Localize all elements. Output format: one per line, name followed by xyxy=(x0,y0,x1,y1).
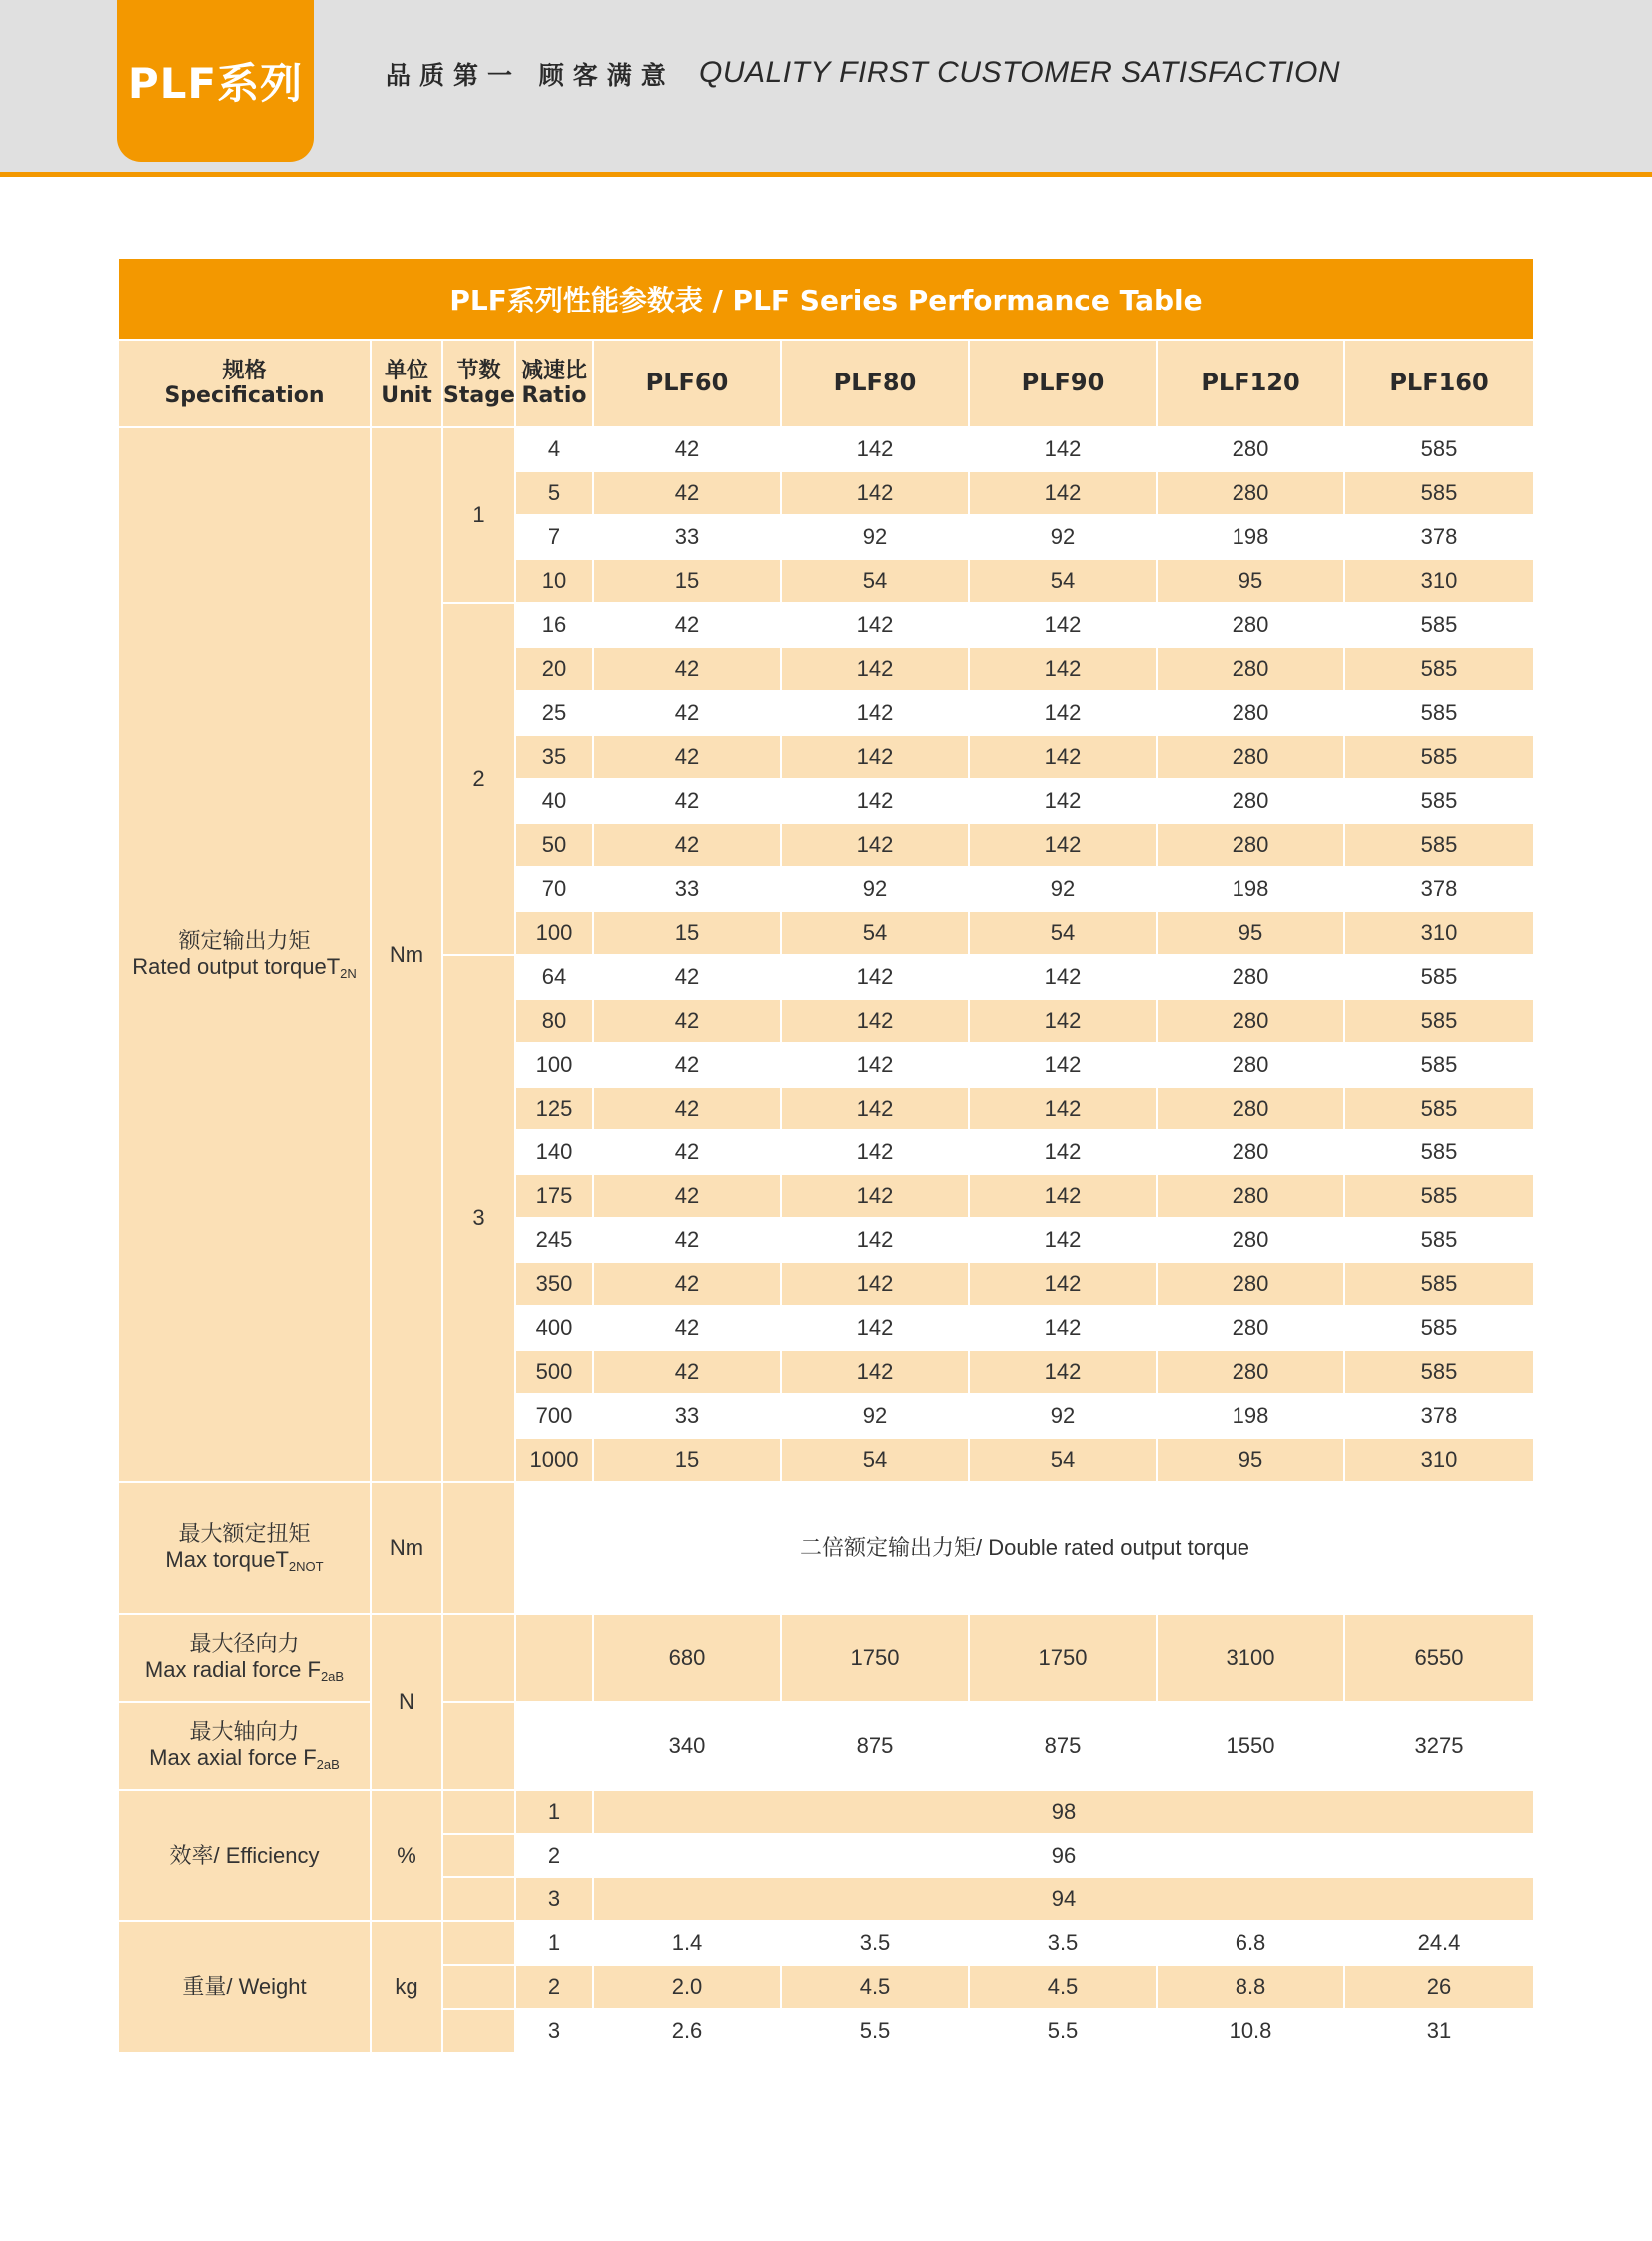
torque-value: 280 xyxy=(1158,1263,1345,1307)
model-header: PLF90 xyxy=(970,341,1158,428)
stage-cell: 3 xyxy=(443,956,516,1483)
efficiency-value: 94 xyxy=(594,1878,1533,1922)
ratio-cell: 10 xyxy=(516,560,594,604)
ratio-cell: 7 xyxy=(516,516,594,560)
torque-value: 42 xyxy=(594,1131,782,1175)
torque-value: 142 xyxy=(782,1131,970,1175)
unit-header-en: Unit xyxy=(381,383,432,408)
torque-value: 142 xyxy=(782,1000,970,1044)
torque-value: 142 xyxy=(970,692,1158,736)
label-cn: 最大径向力 xyxy=(189,1631,300,1657)
torque-value: 280 xyxy=(1158,1131,1345,1175)
torque-value: 585 xyxy=(1345,428,1533,472)
ratio-cell: 80 xyxy=(516,1000,594,1044)
ratio-cell: 20 xyxy=(516,648,594,692)
torque-value: 92 xyxy=(970,868,1158,912)
efficiency-value: 96 xyxy=(594,1835,1533,1878)
header-row xyxy=(119,341,1533,428)
torque-value: 42 xyxy=(594,1219,782,1263)
torque-value: 280 xyxy=(1158,1175,1345,1219)
axial-stage-blank xyxy=(443,1703,516,1791)
stage-header-cn: 节数 xyxy=(456,358,501,383)
torque-value: 142 xyxy=(782,648,970,692)
torque-value: 142 xyxy=(782,428,970,472)
torque-value: 142 xyxy=(782,956,970,1000)
torque-value: 310 xyxy=(1345,1439,1533,1483)
torque-value: 92 xyxy=(970,516,1158,560)
ratio-cell: 5 xyxy=(516,472,594,516)
torque-value: 585 xyxy=(1345,956,1533,1000)
weight-stage-blank xyxy=(443,2010,516,2054)
torque-value: 142 xyxy=(782,1219,970,1263)
torque-value: 42 xyxy=(594,1088,782,1131)
torque-value: 142 xyxy=(782,1351,970,1395)
torque-value: 142 xyxy=(970,1175,1158,1219)
ratio-cell: 100 xyxy=(516,912,594,956)
weight-stage: 1 xyxy=(516,1922,594,1966)
weight-value: 3.5 xyxy=(782,1922,970,1966)
ratio-cell: 40 xyxy=(516,780,594,824)
torque-value: 198 xyxy=(1158,868,1345,912)
axial-force-value: 3275 xyxy=(1345,1703,1533,1791)
weight-label: 重量/ Weight xyxy=(119,1922,372,2054)
torque-value: 280 xyxy=(1158,1000,1345,1044)
torque-value: 585 xyxy=(1345,780,1533,824)
torque-value: 54 xyxy=(782,1439,970,1483)
rated-torque-unit: Nm xyxy=(372,428,443,1483)
model-header: PLF160 xyxy=(1345,341,1533,428)
torque-value: 585 xyxy=(1345,736,1533,780)
ratio-header-en: Ratio xyxy=(521,383,587,408)
torque-value: 42 xyxy=(594,956,782,1000)
unit-header xyxy=(372,341,443,428)
torque-value: 142 xyxy=(782,736,970,780)
torque-value: 142 xyxy=(970,472,1158,516)
weight-value: 8.8 xyxy=(1158,1966,1345,2010)
torque-value: 42 xyxy=(594,1000,782,1044)
stage-header xyxy=(443,341,516,428)
header-rule xyxy=(0,172,1652,177)
torque-value: 585 xyxy=(1345,472,1533,516)
torque-value: 585 xyxy=(1345,1351,1533,1395)
spec-header xyxy=(119,341,372,428)
radial-ratio-blank xyxy=(516,1615,594,1703)
ratio-cell: 500 xyxy=(516,1351,594,1395)
max-torque-value: 二倍额定输出力矩/ Double rated output torque xyxy=(516,1483,1533,1615)
ratio-cell: 25 xyxy=(516,692,594,736)
torque-value: 585 xyxy=(1345,1044,1533,1088)
radial-force-value: 1750 xyxy=(970,1615,1158,1703)
torque-value: 42 xyxy=(594,736,782,780)
torque-value: 585 xyxy=(1345,1219,1533,1263)
efficiency-stage: 3 xyxy=(516,1878,594,1922)
torque-value: 585 xyxy=(1345,692,1533,736)
model-header: PLF80 xyxy=(782,341,970,428)
rated-torque-label xyxy=(119,428,372,1483)
torque-value: 280 xyxy=(1158,648,1345,692)
efficiency-stage: 2 xyxy=(516,1835,594,1878)
torque-value: 280 xyxy=(1158,736,1345,780)
ratio-cell: 400 xyxy=(516,1307,594,1351)
torque-value: 142 xyxy=(970,780,1158,824)
torque-value: 585 xyxy=(1345,1263,1533,1307)
radial-force-value: 680 xyxy=(594,1615,782,1703)
stage-cell: 1 xyxy=(443,428,516,604)
slogan-english: QUALITY FIRST CUSTOMER SATISFACTION xyxy=(699,56,1341,89)
torque-value: 142 xyxy=(782,1307,970,1351)
weight-value: 5.5 xyxy=(970,2010,1158,2054)
max-torque-label xyxy=(119,1483,372,1615)
weight-value: 2.6 xyxy=(594,2010,782,2054)
torque-value: 310 xyxy=(1345,912,1533,956)
weight-value: 24.4 xyxy=(1345,1922,1533,1966)
ratio-cell: 700 xyxy=(516,1395,594,1439)
torque-value: 42 xyxy=(594,824,782,868)
torque-value: 42 xyxy=(594,1044,782,1088)
table-row xyxy=(119,428,1533,472)
max-torque-unit: Nm xyxy=(372,1483,443,1615)
label-cn: 最大额定扭矩 xyxy=(178,1521,311,1547)
ratio-cell: 100 xyxy=(516,1044,594,1088)
torque-value: 42 xyxy=(594,1351,782,1395)
torque-value: 42 xyxy=(594,472,782,516)
torque-value: 142 xyxy=(782,472,970,516)
slogan-chinese: 品质第一 顾客满意 xyxy=(386,61,675,90)
axial-force-value: 875 xyxy=(970,1703,1158,1791)
torque-value: 142 xyxy=(970,1307,1158,1351)
torque-value: 280 xyxy=(1158,472,1345,516)
torque-value: 54 xyxy=(970,1439,1158,1483)
force-unit: N xyxy=(372,1615,443,1791)
torque-value: 378 xyxy=(1345,516,1533,560)
series-tab-label: PLF系列 xyxy=(127,59,304,108)
stage-cell: 2 xyxy=(443,604,516,956)
torque-value: 142 xyxy=(782,824,970,868)
weight-value: 26 xyxy=(1345,1966,1533,2010)
torque-value: 95 xyxy=(1158,1439,1345,1483)
torque-value: 142 xyxy=(782,780,970,824)
torque-value: 42 xyxy=(594,428,782,472)
torque-value: 92 xyxy=(970,1395,1158,1439)
efficiency-stage-blank xyxy=(443,1878,516,1922)
ratio-cell: 350 xyxy=(516,1263,594,1307)
radial-force-value: 6550 xyxy=(1345,1615,1533,1703)
unit-header-cn: 单位 xyxy=(384,358,428,383)
torque-value: 585 xyxy=(1345,1175,1533,1219)
torque-value: 142 xyxy=(782,692,970,736)
torque-value: 42 xyxy=(594,780,782,824)
torque-value: 33 xyxy=(594,516,782,560)
torque-value: 142 xyxy=(970,1351,1158,1395)
label-cn: 额定输出力矩 xyxy=(178,928,311,954)
torque-value: 280 xyxy=(1158,780,1345,824)
torque-value: 198 xyxy=(1158,516,1345,560)
torque-value: 585 xyxy=(1345,1307,1533,1351)
efficiency-label: 效率/ Efficiency xyxy=(119,1791,372,1922)
efficiency-stage: 1 xyxy=(516,1791,594,1835)
max-torque-stage-blank xyxy=(443,1483,516,1615)
torque-value: 54 xyxy=(782,560,970,604)
axial-ratio-blank xyxy=(516,1703,594,1791)
series-tab xyxy=(117,0,314,162)
table-title xyxy=(119,259,1533,339)
ratio-cell: 35 xyxy=(516,736,594,780)
ratio-header xyxy=(516,341,594,428)
torque-value: 15 xyxy=(594,1439,782,1483)
torque-value: 15 xyxy=(594,560,782,604)
torque-value: 142 xyxy=(970,428,1158,472)
torque-value: 142 xyxy=(782,1263,970,1307)
radial-force-value: 1750 xyxy=(782,1615,970,1703)
torque-value: 280 xyxy=(1158,1044,1345,1088)
ratio-cell: 140 xyxy=(516,1131,594,1175)
torque-value: 585 xyxy=(1345,824,1533,868)
ratio-cell: 1000 xyxy=(516,1439,594,1483)
label-en: Max torqueT$_{2NOT}$ xyxy=(165,1546,324,1574)
torque-value: 280 xyxy=(1158,692,1345,736)
torque-value: 585 xyxy=(1345,1088,1533,1131)
torque-value: 142 xyxy=(782,1088,970,1131)
torque-value: 33 xyxy=(594,1395,782,1439)
torque-value: 142 xyxy=(970,1088,1158,1131)
performance-table xyxy=(119,341,1533,2054)
radial-force-label xyxy=(119,1615,372,1703)
torque-value: 42 xyxy=(594,692,782,736)
weight-stage-blank xyxy=(443,1966,516,2010)
stage-header-en: Stage xyxy=(443,383,515,408)
spec-header-cn: 规格 xyxy=(222,358,267,383)
weight-value: 2.0 xyxy=(594,1966,782,2010)
label-en: Max radial force $F_{2aB}$ xyxy=(144,1656,345,1684)
label-en: Max axial force $F_{2aB}$ xyxy=(149,1744,340,1772)
torque-value: 378 xyxy=(1345,868,1533,912)
efficiency-value: 98 xyxy=(594,1791,1533,1835)
weight-value: 1.4 xyxy=(594,1922,782,1966)
ratio-cell: 70 xyxy=(516,868,594,912)
weight-value: 5.5 xyxy=(782,2010,970,2054)
torque-value: 280 xyxy=(1158,1307,1345,1351)
torque-value: 280 xyxy=(1158,1088,1345,1131)
torque-value: 92 xyxy=(782,516,970,560)
torque-value: 142 xyxy=(970,956,1158,1000)
torque-value: 585 xyxy=(1345,1000,1533,1044)
table-row xyxy=(119,1922,1533,1966)
torque-value: 142 xyxy=(970,824,1158,868)
ratio-cell: 50 xyxy=(516,824,594,868)
torque-value: 42 xyxy=(594,1263,782,1307)
torque-value: 54 xyxy=(970,560,1158,604)
table-row xyxy=(119,1703,1533,1791)
torque-value: 142 xyxy=(782,1175,970,1219)
torque-value: 280 xyxy=(1158,428,1345,472)
weight-stage: 2 xyxy=(516,1966,594,2010)
spec-header-en: Specification xyxy=(164,383,325,408)
ratio-cell: 16 xyxy=(516,604,594,648)
axial-force-value: 340 xyxy=(594,1703,782,1791)
label-en: Rated output torqueT$_{2N}$ xyxy=(132,953,357,981)
torque-value: 42 xyxy=(594,648,782,692)
table-row xyxy=(119,1791,1533,1835)
torque-value: 310 xyxy=(1345,560,1533,604)
torque-value: 42 xyxy=(594,604,782,648)
torque-value: 280 xyxy=(1158,1351,1345,1395)
torque-value: 585 xyxy=(1345,1131,1533,1175)
torque-value: 142 xyxy=(970,1219,1158,1263)
torque-value: 280 xyxy=(1158,1219,1345,1263)
axial-force-value: 875 xyxy=(782,1703,970,1791)
torque-value: 95 xyxy=(1158,912,1345,956)
ratio-cell: 4 xyxy=(516,428,594,472)
torque-value: 280 xyxy=(1158,824,1345,868)
weight-value: 10.8 xyxy=(1158,2010,1345,2054)
ratio-cell: 64 xyxy=(516,956,594,1000)
weight-value: 31 xyxy=(1345,2010,1533,2054)
torque-value: 280 xyxy=(1158,956,1345,1000)
torque-value: 378 xyxy=(1345,1395,1533,1439)
torque-value: 42 xyxy=(594,1175,782,1219)
torque-value: 142 xyxy=(782,1044,970,1088)
torque-value: 142 xyxy=(970,648,1158,692)
radial-stage-blank xyxy=(443,1615,516,1703)
torque-value: 15 xyxy=(594,912,782,956)
torque-value: 585 xyxy=(1345,604,1533,648)
model-header: PLF60 xyxy=(594,341,782,428)
torque-value: 142 xyxy=(970,1000,1158,1044)
torque-value: 142 xyxy=(970,1044,1158,1088)
weight-stage-blank xyxy=(443,1922,516,1966)
label-cn: 最大轴向力 xyxy=(189,1719,300,1745)
torque-value: 92 xyxy=(782,1395,970,1439)
torque-value: 54 xyxy=(782,912,970,956)
torque-value: 142 xyxy=(970,736,1158,780)
radial-force-value: 3100 xyxy=(1158,1615,1345,1703)
torque-value: 95 xyxy=(1158,560,1345,604)
torque-value: 280 xyxy=(1158,604,1345,648)
table-row xyxy=(119,1615,1533,1703)
torque-value: 42 xyxy=(594,1307,782,1351)
torque-value: 142 xyxy=(970,1131,1158,1175)
axial-force-value: 1550 xyxy=(1158,1703,1345,1791)
torque-value: 142 xyxy=(970,1263,1158,1307)
weight-stage: 3 xyxy=(516,2010,594,2054)
model-header: PLF120 xyxy=(1158,341,1345,428)
ratio-cell: 175 xyxy=(516,1175,594,1219)
weight-value: 3.5 xyxy=(970,1922,1158,1966)
table-row xyxy=(119,1483,1533,1615)
weight-value: 6.8 xyxy=(1158,1922,1345,1966)
efficiency-unit: % xyxy=(372,1791,443,1922)
torque-value: 142 xyxy=(970,604,1158,648)
torque-value: 92 xyxy=(782,868,970,912)
ratio-header-cn: 减速比 xyxy=(520,358,587,383)
axial-force-label xyxy=(119,1703,372,1791)
table-title-text: PLF系列性能参数表 / PLF Series Performance Table xyxy=(449,284,1203,317)
torque-value: 54 xyxy=(970,912,1158,956)
ratio-cell: 125 xyxy=(516,1088,594,1131)
efficiency-stage-blank xyxy=(443,1835,516,1878)
ratio-cell: 245 xyxy=(516,1219,594,1263)
efficiency-stage-blank xyxy=(443,1791,516,1835)
weight-unit: kg xyxy=(372,1922,443,2054)
torque-value: 585 xyxy=(1345,648,1533,692)
weight-value: 4.5 xyxy=(970,1966,1158,2010)
torque-value: 33 xyxy=(594,868,782,912)
torque-value: 142 xyxy=(782,604,970,648)
weight-value: 4.5 xyxy=(782,1966,970,2010)
torque-value: 198 xyxy=(1158,1395,1345,1439)
